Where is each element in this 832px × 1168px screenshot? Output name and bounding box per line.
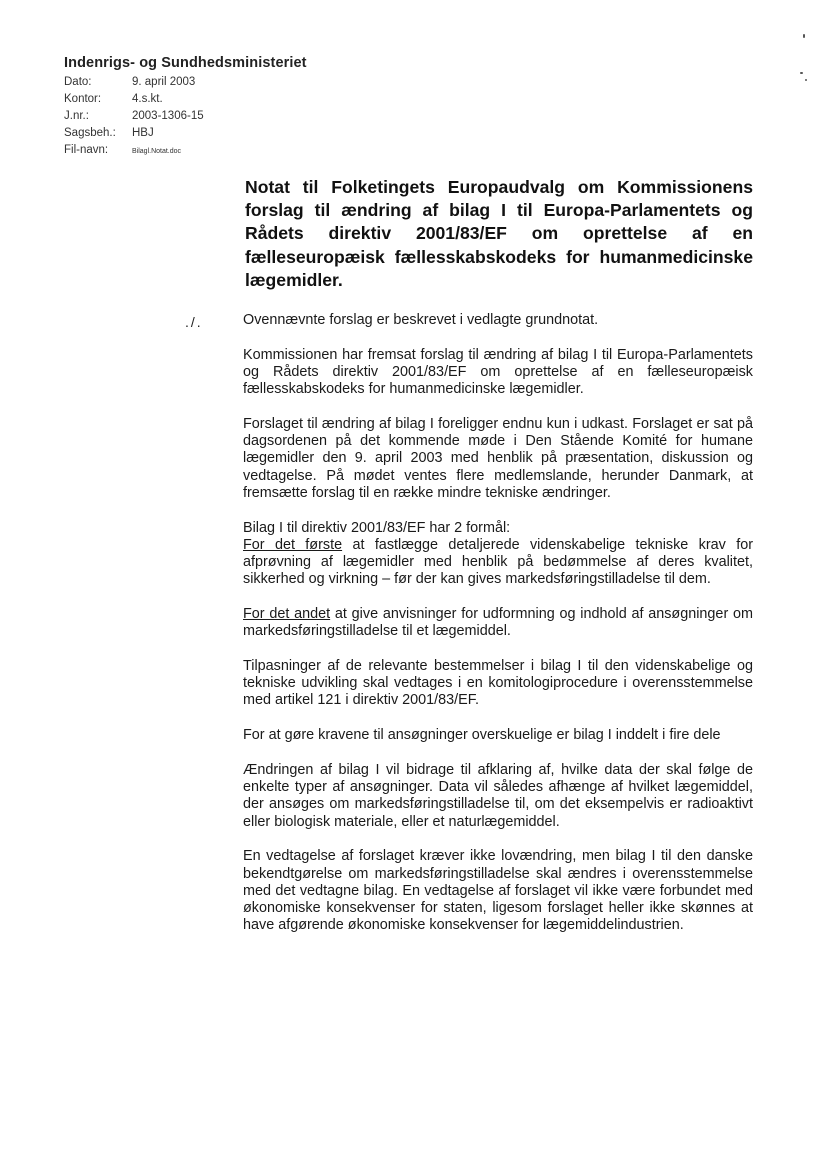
scan-speck — [805, 79, 807, 81]
body-paragraph-second-purpose — [243, 606, 753, 640]
first-purpose-text: at fastlægge detaljerede videnskabelige tekniske krav for afprøvning af lægemidler med henblik på bedømmelse af deres kvalitet, sikkerhed og virkning – før der kan gives markedsføringstilladelse til dem. — [243, 536, 753, 588]
document-title: Notat til Folketingets Europaudvalg om Kommissionens forslag til ændring af bilag I til Europa-Parlamentets og Rådets direktiv 2001/83/EF om oprettelse af en fælleseuropæisk fællesskabskodeks for humanmedicinske lægemidler. — [245, 177, 753, 290]
second-purpose-label: For det andet — [243, 606, 331, 623]
attachment-reference-mark: ./. — [185, 314, 203, 330]
meta-label: Fil-navn: — [64, 144, 109, 156]
meta-row-journal-number — [64, 108, 204, 125]
body-paragraph-purposes — [243, 520, 753, 589]
purposes-intro: Bilag I til direktiv 2001/83/EF har 2 formål: — [243, 519, 511, 536]
meta-label: Sagsbeh.: — [64, 127, 116, 139]
meta-label: J.nr.: — [64, 110, 89, 122]
document-body — [243, 312, 753, 952]
meta-row-office — [64, 91, 204, 108]
body-paragraph: For at gøre kravene til ansøgninger overskuelige er bilag I inddelt i fire dele — [243, 727, 721, 744]
meta-row-filename — [64, 142, 204, 159]
first-purpose-label: For det første — [243, 536, 343, 553]
scan-speck — [803, 34, 805, 38]
meta-value: 4.s.kt. — [132, 93, 163, 105]
ministry-name: Indenrigs- og Sundhedsministeriet — [64, 55, 307, 71]
meta-value: 9. april 2003 — [132, 76, 196, 88]
second-purpose-text: at give anvisninger for udformning og indhold af ansøgninger om markedsføringstilladelse til et lægemiddel. — [243, 606, 753, 640]
meta-value: Bilagl.Notat.doc — [132, 148, 182, 155]
meta-row-case-handler — [64, 125, 204, 142]
body-paragraph: Tilpasninger af de relevante bestemmelser i bilag I til den videnskabelige og tekniske udvikling skal vedtages i en komitologiprocedure i overensstemmelse med artikel 121 i direktiv 2001/83/EF. — [243, 658, 753, 709]
body-paragraph: Forslaget til ændring af bilag I foreligger endnu kun i udkast. Forslaget er sat på dagsordenen på det kommende møde i Den Stående Komité for humane lægemidler den 9. april 2003 med henblik på præsentation, diskussion og vedtagelse. På mødet ventes flere medlemslande, herunder Danmark, at fremsætte forslag til en række mindre tekniske ændringer. — [243, 416, 753, 501]
meta-value: 2003-1306-15 — [132, 110, 204, 122]
body-paragraph: Kommissionen har fremsat forslag til ændring af bilag I til Europa-Parlamentets og Rådets direktiv 2001/83/EF om oprettelse af en fælleseuropæisk fællesskabskodeks for humanmedicinske lægemidler. — [243, 346, 753, 398]
meta-value: HBJ — [132, 127, 154, 139]
body-paragraph: En vedtagelse af forslaget kræver ikke lovændring, men bilag I til den danske bekendtgørelse om markedsføringstilladelse skal ændres i overensstemmelse med det vedtagne bilag. En vedtagelse af forslaget vil ikke være forbundet med økonomiske konsekvenser for staten, ligesom forslaget heller ikke skønnes at have afgørende økonomiske konsekvenser for lægemiddelindustrien. — [243, 848, 753, 934]
body-paragraph: Ændringen af bilag I vil bidrage til afklaring af, hvilke data der skal følge de enkelte typer af ansøgninger. Data vil således afhænge af hvilket lægemiddel, der ansøges om markedsføringstilladelse til, om det eksempelvis er radioaktivt eller biologisk materiale, eller et naturlægemiddel. — [243, 762, 753, 830]
body-paragraph: Ovennævnte forslag er beskrevet i vedlagte grundnotat. — [243, 312, 599, 328]
document-metadata — [64, 74, 204, 159]
meta-label: Dato: — [64, 76, 92, 88]
meta-row-date — [64, 74, 204, 91]
meta-label: Kontor: — [64, 93, 102, 105]
scan-speck — [800, 72, 803, 74]
